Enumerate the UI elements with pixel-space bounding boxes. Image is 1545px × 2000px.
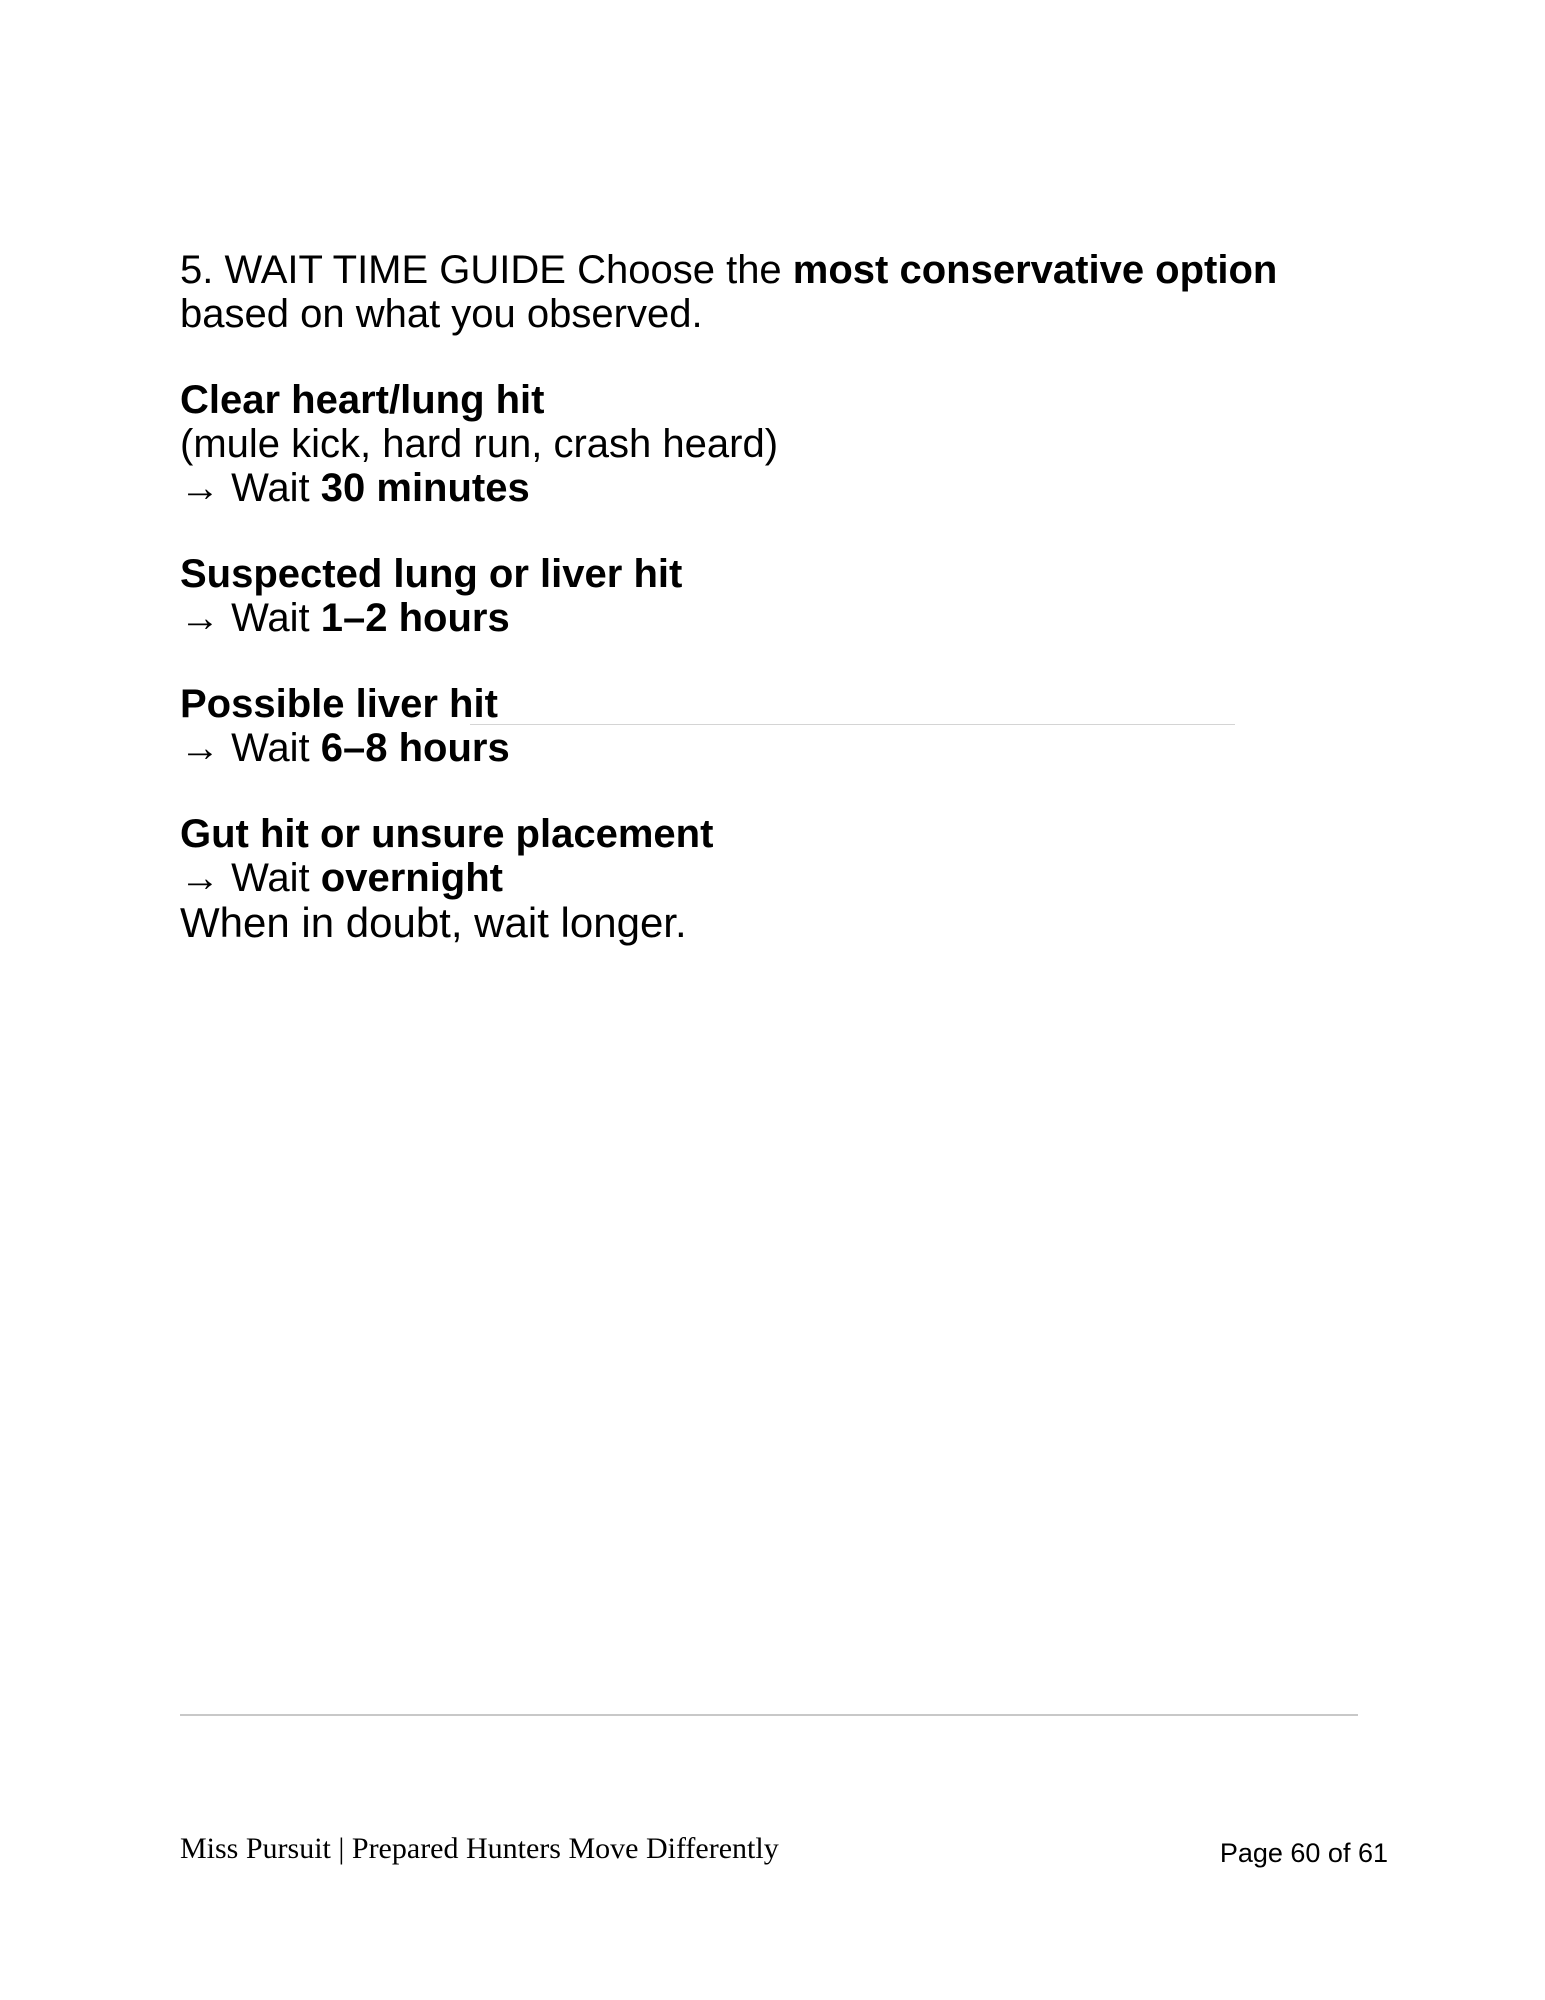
closing-advice: When in doubt, wait longer. [180, 899, 687, 946]
wait-label: Wait [231, 466, 310, 510]
guide-title: Possible liver hit [180, 682, 498, 726]
wait-value: 6–8 hours [320, 726, 510, 770]
arrow-icon: → [180, 856, 220, 900]
guide-wait-line [180, 726, 1380, 770]
faint-divider [470, 724, 1235, 725]
guide-wait-line [180, 466, 1380, 510]
guide-wait-line [180, 596, 1380, 640]
section-heading-emphasis: most conservative option [792, 248, 1278, 292]
wait-guide-gut-unsure [180, 812, 1380, 900]
wait-guide-suspected-lung-liver [180, 552, 1380, 640]
footer-divider [180, 1714, 1358, 1716]
wait-label: Wait [231, 726, 310, 770]
wait-guide-clear-heart-lung [180, 378, 1380, 510]
wait-value: 1–2 hours [320, 596, 510, 640]
footer-title: Miss Pursuit | Prepared Hunters Move Differently [180, 1832, 779, 1865]
wait-guide-possible-liver [180, 682, 1380, 770]
arrow-icon: → [180, 466, 220, 510]
page-content [180, 248, 1380, 946]
wait-value: 30 minutes [320, 466, 530, 510]
guide-title: Gut hit or unsure placement [180, 812, 714, 856]
guide-title: Suspected lung or liver hit [180, 552, 683, 596]
guide-note: (mule kick, hard run, crash heard) [180, 422, 779, 466]
wait-label: Wait [231, 596, 310, 640]
section-heading-rest: based on what you observed. [180, 292, 703, 336]
wait-label: Wait [231, 856, 310, 900]
section-intro [180, 248, 1380, 336]
page-number: Page 60 of 61 [1219, 1838, 1388, 1868]
arrow-icon: → [180, 726, 220, 770]
arrow-icon: → [180, 596, 220, 640]
section-heading: 5. WAIT TIME GUIDE Choose the [180, 248, 793, 292]
guide-wait-line [180, 856, 1380, 900]
wait-value: overnight [320, 856, 503, 900]
guide-title: Clear heart/lung hit [180, 378, 545, 422]
